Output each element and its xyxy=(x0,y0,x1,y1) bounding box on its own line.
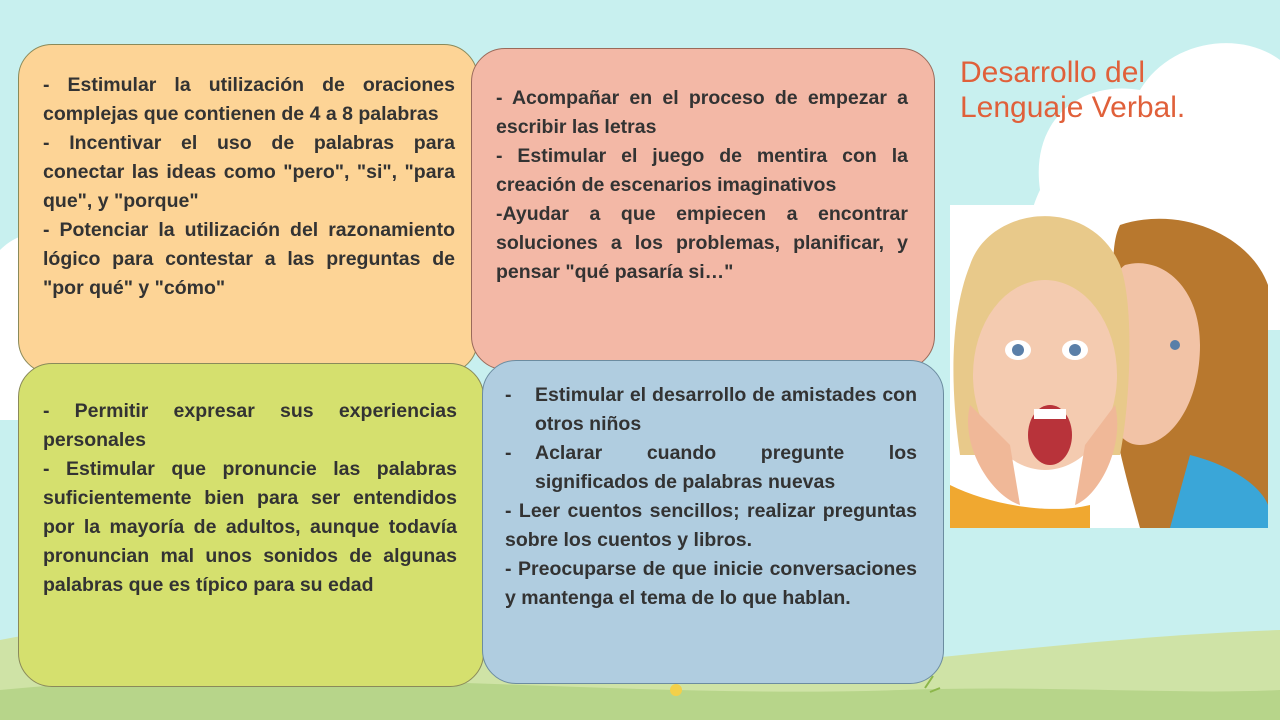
card-text: - Acompañar en el proceso de empezar a escribir las letras xyxy=(496,87,908,138)
card-text: - Estimular la utilización de oraciones complejas que contienen de 4 a 8 palabras xyxy=(43,74,455,125)
children-whispering-photo xyxy=(950,205,1268,528)
card-text: Estimular el desarrollo de amistades con otros niños xyxy=(535,384,917,435)
card-text: Aclarar cuando pregunte los significados de palabras nuevas xyxy=(535,442,917,493)
card-text: - Estimular que pronuncie las palabras suficientemente bien para ser entendidos por la mayoría de adultos, aunque todavía pronuncian mal unos sonidos de algunas palabras que es típico para su edad xyxy=(43,458,457,596)
card-text: - Potenciar la utilización del razonamiento lógico para contestar a las preguntas de "por qué" y "cómo" xyxy=(43,219,455,299)
list-item xyxy=(505,439,917,497)
card-friendships xyxy=(482,360,944,684)
list-marker: - xyxy=(505,384,512,406)
card-text: - Incentivar el uso de palabras para conectar las ideas como "pero", "si", "para que", y "porque" xyxy=(43,132,455,212)
card-text: - Estimular el juego de mentira con la creación de escenarios imaginativos xyxy=(496,145,908,196)
list-marker: - xyxy=(505,442,512,464)
card-text: -Ayudar a que empiecen a encontrar soluciones a los problemas, planificar, y pensar "qué pasaría si…" xyxy=(496,203,908,283)
card-text: - Leer cuentos sencillos; realizar preguntas sobre los cuentos y libros. xyxy=(505,500,917,551)
card-complex-sentences xyxy=(18,44,478,374)
slide-title: Desarrollo del Lenguaje Verbal. xyxy=(960,56,1186,124)
list-item xyxy=(505,381,917,439)
card-writing xyxy=(471,48,935,370)
card-text: - Permitir expresar sus experiencias personales xyxy=(43,400,457,451)
card-text: - Preocuparse de que inicie conversaciones y mantenga el tema de lo que hablan. xyxy=(505,558,917,609)
card-experiences xyxy=(18,363,484,687)
